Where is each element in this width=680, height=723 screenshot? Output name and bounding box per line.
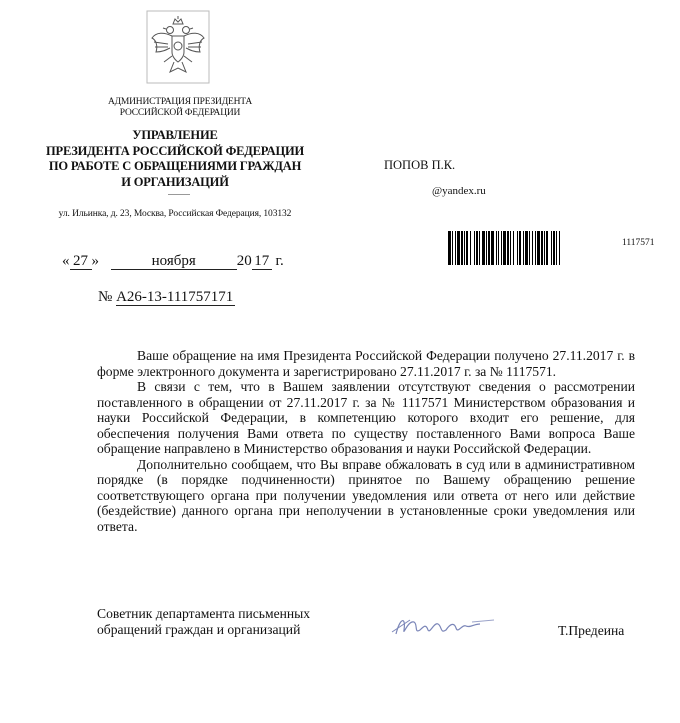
date-year-prefix: 20 xyxy=(236,253,252,269)
date-month: ноября xyxy=(111,253,237,270)
date-year-mark: г. xyxy=(275,253,284,269)
administration-line: АДМИНИСТРАЦИЯ ПРЕЗИДЕНТА xyxy=(107,97,253,107)
department-line: ПРЕЗИДЕНТА РОССИЙСКОЙ ФЕДЕРАЦИИ xyxy=(45,143,305,158)
signature-icon xyxy=(390,610,502,644)
reference-prefix: № xyxy=(98,289,113,305)
department-divider xyxy=(168,194,190,195)
barcode-icon xyxy=(448,231,616,265)
letter-date xyxy=(62,253,284,270)
recipient-email: @yandex.ru xyxy=(432,185,486,197)
reference-value: А26-13-111757171 xyxy=(116,289,234,305)
body-paragraph: Дополнительно сообщаем, что Вы вправе обжаловать в суд или в административном порядке (в порядке подчиненности) принятое по Вашему обращению решение соответствующего органа при получении уведомления или ответа от него или действие (бездействие) данного органа при неполучении в установленные сроки уведомления или ответа. xyxy=(97,456,635,534)
signatory-name: Т.Предеина xyxy=(558,623,625,638)
department-line: И ОРГАНИЗАЦИЙ xyxy=(121,174,229,189)
letter-body xyxy=(97,348,635,534)
body-paragraph: В связи с тем, что в Вашем заявлении отсутствуют сведения о рассмотрении поставленного в обращении от 27.11.2017 г. за № 1117571 Министерством образования и науки Российской Федерации, в компетенцию которого входит его решение, для обеспечения получения Вами ответа по существу поставленного Вами вопроса Ваше обращение направлено в Министерство образования и науки Российской Федерации. xyxy=(97,379,635,456)
barcode-number: 1117571 xyxy=(622,238,655,248)
department-line: ПО РАБОТЕ С ОБРАЩЕНИЯМИ ГРАЖДАН xyxy=(48,159,302,173)
administration-heading xyxy=(80,97,280,119)
date-day: 27 xyxy=(70,253,92,270)
body-paragraph: Ваше обращение на имя Президента Российской Федерации получено 27.11.2017 г. в форме электронного документа и зарегистрировано 27.11.2017 г. за № 1117571. xyxy=(97,348,635,379)
signatory-title-line: обращений граждан и организаций xyxy=(97,622,301,637)
department-heading xyxy=(30,128,320,190)
administration-line: РОССИЙСКОЙ ФЕДЕРАЦИИ xyxy=(119,108,241,118)
date-year: 17 xyxy=(252,253,272,270)
date-close-quote: » xyxy=(91,253,99,269)
sender-address: ул. Ильинка, д. 23, Москва, Российская Федерация, 103132 xyxy=(58,209,292,219)
signatory-title-line: Советник департамента письменных xyxy=(97,606,311,621)
coat-of-arms-icon xyxy=(146,10,210,84)
signatory-title xyxy=(97,606,310,638)
recipient-name: ПОПОВ П.К. xyxy=(384,158,456,172)
department-line: УПРАВЛЕНИЕ xyxy=(132,128,218,142)
reference-number xyxy=(98,289,235,306)
date-open-quote: « xyxy=(62,253,70,269)
